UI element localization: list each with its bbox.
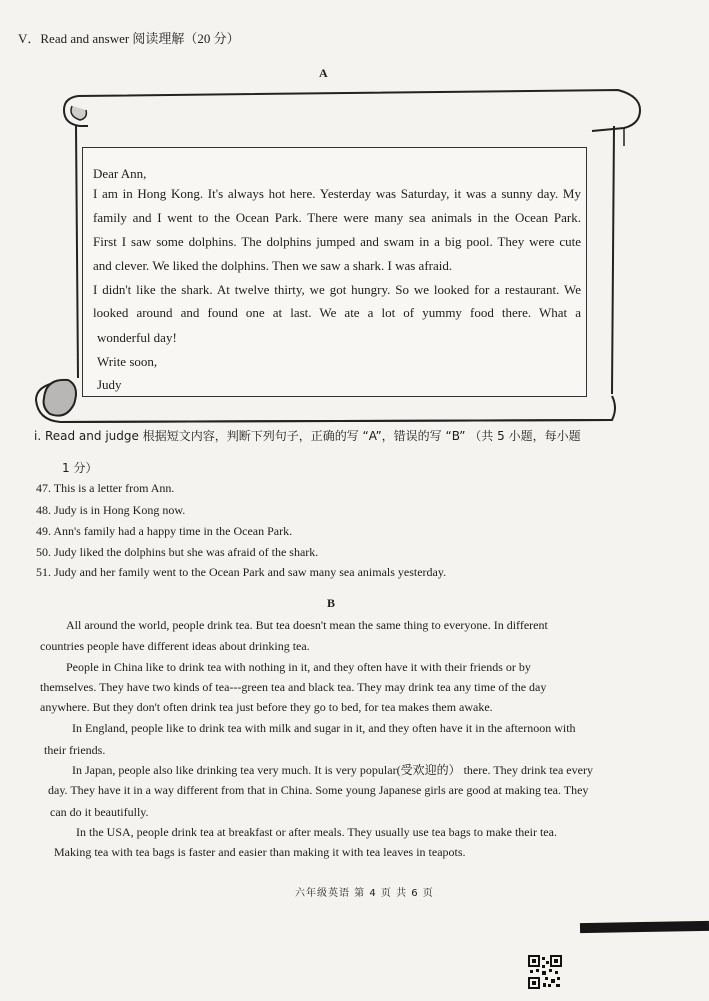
question-51: 51. Judy and her family went to the Ocean Park and saw many sea animals yesterday. (36, 565, 447, 579)
letter-line: and clever. We liked the dolphins. Then we saw a shark. I was afraid. (93, 258, 453, 273)
letter-line: I am in Hong Kong. It's always hot here. Yesterday was Saturday, it was a sunny day. My (93, 186, 581, 201)
passage-line: themselves. They have two kinds of tea---green tea and black tea. They may drink tea any time of the day (40, 680, 547, 694)
judge-instructions: ⅰ. Read and judge 根据短文内容，判断下列句子，正确的写 “A”，错误的写 “B” （共 5 小题，每小题 (34, 429, 581, 443)
letter-line: family and I went to the Ocean Park. There were many sea animals in the Ocean Park. (93, 210, 581, 225)
question-48: 48. Judy is in Hong Kong now. (36, 503, 186, 517)
passage-line: Making tea with tea bags is faster and easier than making it with tea leaves in teapots. (54, 845, 466, 859)
passage-line: People in China like to drink tea with nothing in it, and they often have it with their friends or by (66, 660, 531, 674)
letter-line: I didn't like the shark. At twelve thirty, we got hungry. So we looked for a restaurant. We (93, 282, 581, 297)
question-47: 47. This is a letter from Ann. (36, 481, 175, 495)
letter-signature: Judy (97, 377, 122, 392)
letter-greeting: Dear Ann, (93, 166, 147, 181)
passage-line: In Japan, people also like drinking tea very much. It is very popular(受欢迎的） there. They drink tea every (72, 763, 593, 777)
passage-line: anywhere. But they don't often drink tea just before they go to bed, for tea makes them awake. (40, 700, 493, 714)
judge-instructions-points: 1 分） (62, 461, 98, 475)
passage-line: can do it beautifully. (50, 805, 149, 819)
page-footer: 六年级英语 第 4 页 共 6 页 (295, 888, 434, 899)
passage-line: their friends. (44, 743, 106, 757)
part-b-label: B (327, 596, 336, 610)
passage-line: countries people have different ideas about drinking tea. (40, 639, 310, 653)
question-50: 50. Judy liked the dolphins but she was afraid of the shark. (36, 545, 319, 559)
letter-line: wonderful day! (97, 330, 177, 345)
passage-line: In England, people like to drink tea with milk and sugar in it, and they often have it in the afternoon with (72, 721, 576, 735)
question-49: 49. Ann's family had a happy time in the Ocean Park. (36, 524, 293, 538)
qr-code-icon (528, 955, 562, 989)
passage-line: All around the world, people drink tea. But tea doesn't mean the same thing to everyone. In different (66, 618, 548, 632)
letter-closing: Write soon, (97, 354, 158, 369)
part-a-label: A (319, 66, 328, 80)
scan-edge-bar (580, 921, 709, 933)
letter-box (82, 147, 587, 397)
passage-line: In the USA, people drink tea at breakfast or after meals. They usually use tea bags to make their tea. (76, 825, 557, 839)
passage-line: day. They have it in a way different from that in China. Some young Japanese girls are good at making tea. They (48, 783, 589, 797)
letter-line: looked around and found one at last. We ate a lot of yummy food there. What a (93, 305, 581, 320)
section-heading: V．Read and answer 阅读理解（20 分） (18, 31, 240, 46)
letter-line: First I saw some dolphins. The dolphins jumped and swam in a big pool. They were cute (93, 234, 581, 249)
